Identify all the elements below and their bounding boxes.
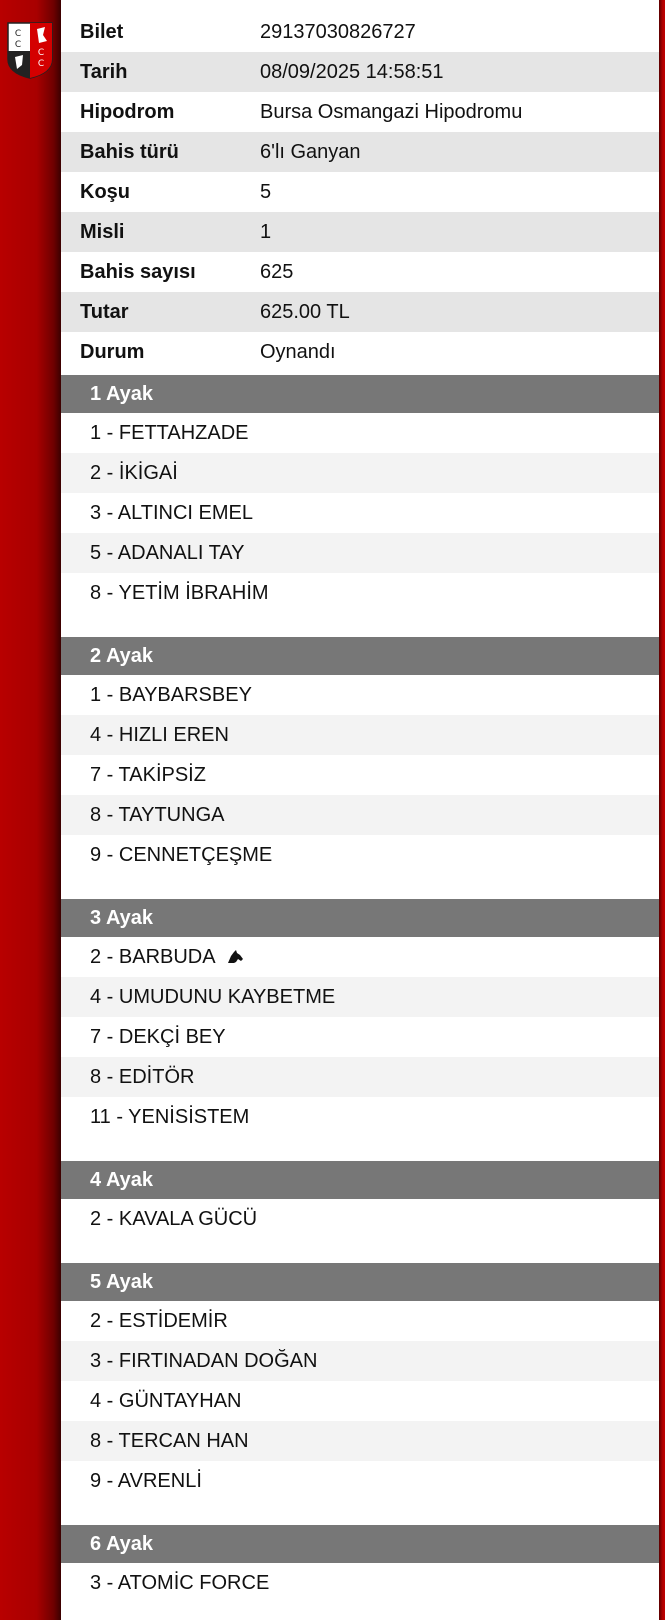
horse-name: 8 - TERCAN HAN	[90, 1429, 249, 1452]
ticket-info-value: 625	[260, 260, 294, 283]
horse-name: 4 - UMUDUNU KAYBETME	[90, 985, 336, 1008]
horse-head-icon	[226, 949, 244, 965]
ticket-info-label: Koşu	[80, 180, 130, 203]
horse-row	[61, 937, 659, 977]
svg-text:C: C	[14, 29, 22, 39]
ticket-info-label: Hipodrom	[80, 100, 175, 123]
horse-row	[61, 1017, 659, 1057]
horse-name: 3 - FIRTINADAN DOĞAN	[90, 1349, 318, 1372]
ticket-info-row	[61, 132, 659, 172]
horse-row	[61, 1381, 659, 1421]
horse-row	[61, 1563, 659, 1603]
horse-row	[61, 413, 659, 453]
horse-name: 9 - AVRENLİ	[90, 1469, 202, 1492]
ticket-info-label: Misli	[80, 220, 125, 243]
horse-name: 3 - ALTINCI EMEL	[90, 501, 254, 524]
ticket-info-row	[61, 332, 659, 372]
ticket-info-label: Bahis sayısı	[80, 260, 196, 283]
leg-header	[61, 899, 659, 937]
ticket-info-value: Bursa Osmangazi Hipodromu	[260, 100, 523, 123]
horse-name: 4 - GÜNTAYHAN	[90, 1389, 242, 1412]
ticket-info-value: 6'lı Ganyan	[260, 140, 361, 163]
horse-name: 5 - ADANALI TAY	[90, 541, 245, 564]
ticket-info-value: 29137030826727	[260, 20, 416, 43]
horse-row	[61, 573, 659, 613]
horse-name: 8 - TAYTUNGA	[90, 803, 225, 826]
horse-name: 9 - CENNETÇEŞME	[90, 843, 273, 866]
horse-row	[61, 1097, 659, 1137]
ticket-info-row	[61, 212, 659, 252]
leg-title: 6 Ayak	[90, 1532, 154, 1555]
ticket-info-row	[61, 52, 659, 92]
horse-name: 8 - EDİTÖR	[90, 1065, 195, 1088]
ticket-info-value: 1	[260, 220, 272, 243]
horse-name: 3 - ATOMİC FORCE	[90, 1571, 270, 1594]
ticket-info-value: Oynandı	[260, 340, 336, 363]
ticket-info-label: Bahis türü	[80, 140, 179, 163]
leg-header	[61, 1525, 659, 1563]
leg-title: 3 Ayak	[90, 906, 154, 929]
leg-header	[61, 1161, 659, 1199]
horse-row	[61, 1341, 659, 1381]
left-red-stripe	[0, 0, 61, 1620]
ticket-info-row	[61, 12, 659, 52]
horse-row	[61, 1199, 659, 1239]
ticket-info-label: Tutar	[80, 300, 129, 323]
horse-name: 2 - ESTİDEMİR	[90, 1309, 228, 1332]
horse-name: 7 - DEKÇİ BEY	[90, 1025, 226, 1048]
horse-row	[61, 1461, 659, 1501]
ticket-info-row	[61, 292, 659, 332]
leg-header	[61, 637, 659, 675]
horse-row	[61, 1057, 659, 1097]
horse-name: 2 - KAVALA GÜCÜ	[90, 1207, 258, 1230]
ticket-info-value: 08/09/2025 14:58:51	[260, 60, 444, 83]
svg-text:C: C	[37, 48, 45, 58]
horse-row	[61, 493, 659, 533]
leg-header	[61, 1263, 659, 1301]
ticket-info-row	[61, 252, 659, 292]
ticket-info-row	[61, 172, 659, 212]
horse-row	[61, 675, 659, 715]
leg-header	[61, 375, 659, 413]
ticket-info-value: 5	[260, 180, 272, 203]
horse-name: 2 - BARBUDA	[90, 945, 216, 968]
horse-row	[61, 835, 659, 875]
horse-row	[61, 755, 659, 795]
horse-row	[61, 715, 659, 755]
horse-row	[61, 1301, 659, 1341]
horse-row	[61, 795, 659, 835]
ticket-info-label: Durum	[80, 340, 145, 363]
horse-name: 8 - YETİM İBRAHİM	[90, 581, 269, 604]
horse-row	[61, 1421, 659, 1461]
svg-text:C: C	[14, 40, 22, 50]
leg-title: 2 Ayak	[90, 644, 154, 667]
ticket-info-row	[61, 92, 659, 132]
horse-row	[61, 453, 659, 493]
horse-row	[61, 533, 659, 573]
horse-row	[61, 977, 659, 1017]
right-red-stripe	[659, 0, 665, 1620]
horse-name: 2 - İKİGAİ	[90, 461, 178, 484]
horse-name: 1 - FETTAHZADE	[90, 421, 249, 444]
horse-name: 4 - HIZLI EREN	[90, 723, 229, 746]
ticket-panel	[61, 0, 659, 1620]
horse-name: 11 - YENİSİSTEM	[90, 1105, 250, 1128]
leg-title: 5 Ayak	[90, 1270, 154, 1293]
ticket-info-value: 625.00 TL	[260, 300, 350, 323]
ticket-info-label: Tarih	[80, 60, 128, 83]
leg-title: 4 Ayak	[90, 1168, 154, 1191]
club-crest-logo	[5, 21, 55, 79]
svg-text:C: C	[37, 59, 45, 69]
horse-name: 1 - BAYBARSBEY	[90, 683, 252, 706]
leg-title: 1 Ayak	[90, 382, 154, 405]
horse-name: 7 - TAKİPSİZ	[90, 763, 206, 786]
ticket-info-label: Bilet	[80, 20, 124, 43]
